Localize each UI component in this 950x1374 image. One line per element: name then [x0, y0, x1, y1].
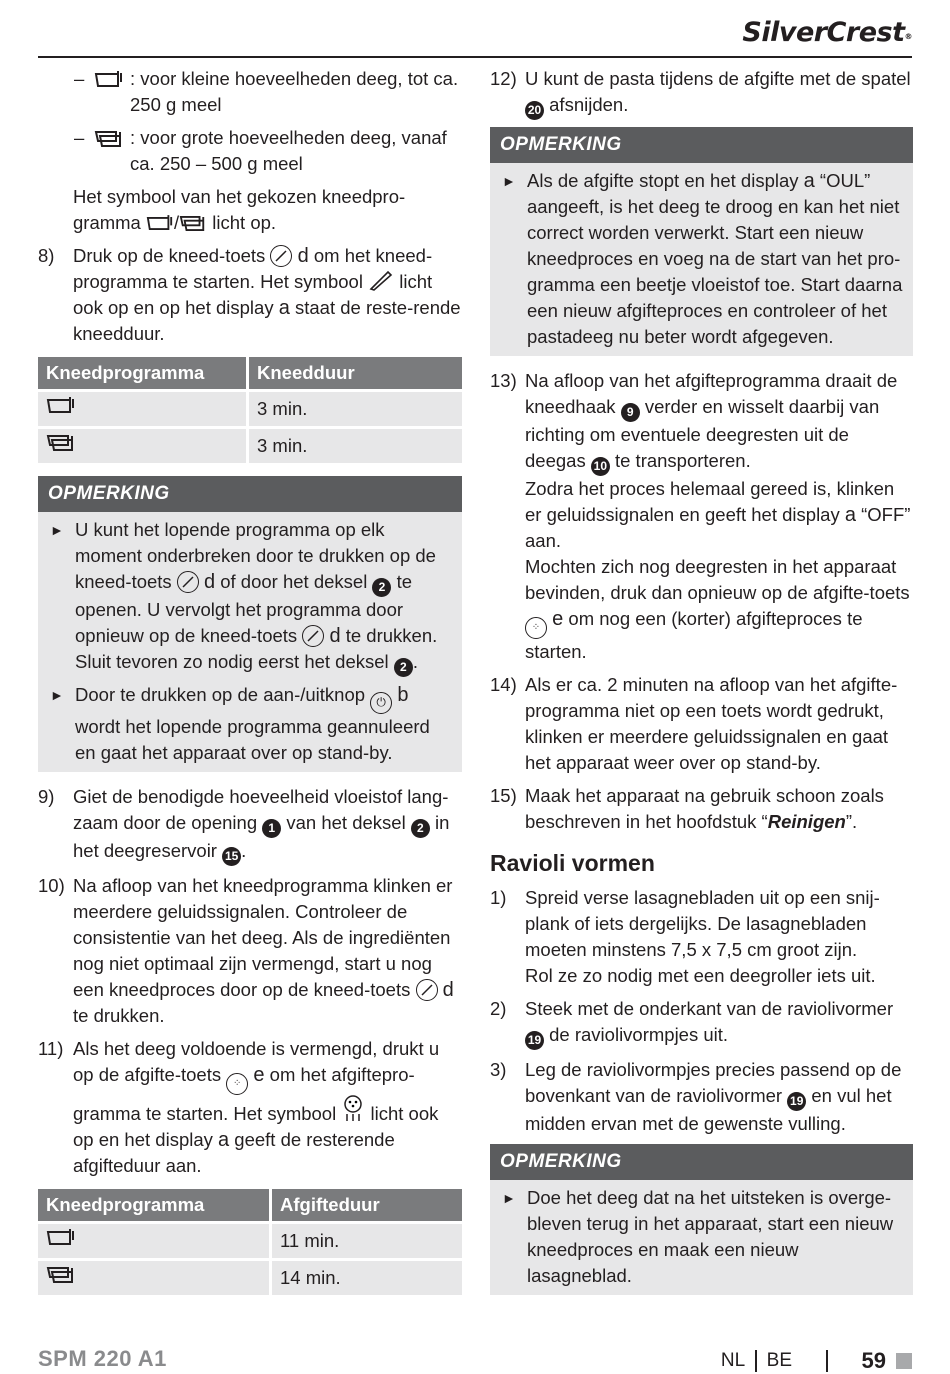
- table-row: [38, 1224, 462, 1258]
- table-header: Afgifteduur: [272, 1189, 462, 1221]
- ravioli-step-1: 1) Spreid verse lasagnebladen uit op een snij-plank of iets dergelijks. De lasagnebladen moeten minstens 7,5 x 7,5 cm groot zijn. Rol ze zo nodig met een deegroller iets uit.: [490, 887, 880, 986]
- power-button-icon: ⏻: [370, 692, 392, 714]
- table-cell: 3 min.: [249, 392, 462, 426]
- model-number: SPM 220 A1: [38, 1346, 167, 1371]
- right-column: [490, 66, 913, 1307]
- large-bowl-icon: [46, 1266, 76, 1284]
- step-12: 12) U kunt de pasta tijdens de afgifte met de spatel 20 afsnijden.: [490, 66, 913, 120]
- list-item: – : voor kleine hoeveelheden deeg, tot ca. 250 g meel: [74, 68, 459, 115]
- language-be: BE: [766, 1350, 793, 1371]
- table-cell: 11 min.: [272, 1224, 462, 1258]
- large-bowl-icon: [179, 215, 207, 232]
- knead-duration-table: [35, 354, 465, 466]
- step-15: 15) Maak het apparaat na gebruik schoon zoals beschreven in het hoofdstuk “Reinigen”.: [490, 785, 884, 832]
- language-nl: NL: [720, 1350, 746, 1371]
- step-10: 10) Na afloop van het kneedprogramma klinken er meerdere geluidssignalen. Controleer de consistentie van het deeg. Als de ingrediënten nog niet optimaal zijn vermengd, start u nog een kneedproces door op de kneed-toets d te drukken.: [38, 875, 454, 1026]
- step-13: 13) Na afloop van het afgifteprogramma draait de kneedhaak 9 verder en wisselt daarbij van richting om eventuele deegresten uit de deegas 10 te transporteren. Zodra het proces helemaal gereed is, klinken er geluidssignalen en geeft het display a “OFF” aan. Mochten zich nog deegresten in het apparaat bevinden, druk dan opnieuw op de afgifte-toets ⁘ e om nog een (korter) afgifteproces te starten.: [490, 370, 911, 662]
- small-bowl-icon: [146, 215, 174, 232]
- brand-logo: SilverCrest®: [742, 17, 912, 48]
- table-header: Kneedduur: [249, 357, 462, 389]
- note-item: ► Door te drukken op de aan-/uitknop ⏻ b wordt het lopende programma geannuleerd en gaat het apparaat over op stand-by.: [50, 684, 430, 763]
- knead-hook-icon: [368, 269, 394, 291]
- table-header: Kneedprogramma: [38, 357, 246, 389]
- list-item-text: : voor grote hoeveelheden deeg, vanaf ca. 250 – 500 g meel: [130, 127, 447, 174]
- note-item: ► U kunt het lopende programma op elk moment onderbreken door te drukken op de kneed-toets d of door het deksel 2 te openen. U vervolgt het programma door opnieuw op de kneed-toets d te drukken. Sluit tevoren zo nodig eerst het deksel 2 .: [38, 512, 462, 677]
- note-box: [38, 476, 462, 772]
- left-column: [38, 66, 462, 1308]
- note-item: ► Als de afgifte stopt en het display a “OUL” aangeeft, is het deeg te droog en kan het niet correct worden verwerkt. Start een nieuw kneedproces en voeg na de start van het pro-gramma een beetje vloeistof toe. Start daarna een nieuw afgifteproces en controleer of het pastadeeg nu beter wordt afgegeven.: [502, 170, 903, 347]
- table-header: Kneedprogramma: [38, 1189, 269, 1221]
- knead-button-icon: [270, 245, 292, 267]
- header-rule: [38, 56, 912, 58]
- ravioli-step-2: 2) Steek met de onderkant van de raviolivormer 19 de raviolivormpjes uit.: [490, 996, 913, 1050]
- page-number: 59: [861, 1348, 886, 1373]
- small-bowl-icon: [46, 397, 76, 415]
- step-9: 9) Giet de benodigde hoeveelheid vloeistof lang-zaam door de opening 1 van het deksel 2 in het deegreservoir 15 .: [38, 784, 462, 866]
- page-footer: [721, 1348, 912, 1374]
- knead-button-icon: [177, 571, 199, 593]
- large-bowl-icon: [46, 434, 76, 452]
- knead-button-icon: [302, 625, 324, 647]
- dispense-button-icon: ⁘: [226, 1073, 248, 1095]
- note-title: OPMERKING: [490, 1144, 913, 1180]
- table-row: [38, 392, 462, 426]
- knead-button-icon: [416, 979, 438, 1001]
- step-8: 8) Druk op de kneed-toets d om het kneed-programma te starten. Het symbool licht ook op en op het display a staat de reste-rende kneedduur.: [38, 245, 461, 344]
- small-bowl-icon: [94, 71, 124, 89]
- step-14: 14) Als er ca. 2 minuten na afloop van het afgifte-programma niet op een toets wordt gedrukt, klinken er meerdere geluidssignalen en gaat het apparaat weer over op stand-by.: [490, 674, 898, 773]
- dispense-button-icon: ⁘: [525, 617, 547, 639]
- note-title: OPMERKING: [490, 127, 913, 163]
- section-heading: Ravioli vormen: [490, 850, 655, 876]
- table-cell: 3 min.: [249, 429, 462, 463]
- ravioli-step-3: 3) Leg de raviolivormpjes precies passend op de bovenkant van de raviolivormer 19 en vul het midden ervan met de gewenste vulling.: [490, 1059, 902, 1134]
- list-item-text: : voor kleine hoeveelheden deeg, tot ca. 250 g meel: [130, 68, 459, 115]
- step-11: 11) Als het deeg voldoende is vermengd, drukt u op de afgifte-toets ⁘ e om het afgiftepro-gramma te starten. Het symbool licht ook op en het display a geeft de resterende afgifteduur aan.: [38, 1038, 440, 1176]
- dispense-duration-table: [35, 1186, 465, 1298]
- table-cell: 14 min.: [272, 1261, 462, 1295]
- note-box: [490, 1144, 913, 1295]
- page-marker: [896, 1353, 912, 1369]
- large-bowl-icon: [94, 130, 124, 148]
- paragraph: Het symbool van het gekozen kneedpro-gramma / licht op.: [73, 186, 406, 233]
- note-box: [490, 127, 913, 356]
- table-row: [38, 429, 462, 463]
- small-bowl-icon: [46, 1229, 76, 1247]
- list-item: – : voor grote hoeveelheden deeg, vanaf ca. 250 – 500 g meel: [74, 127, 447, 174]
- note-item: ► Doe het deeg dat na het uitsteken is overge-bleven terug in het apparaat, start een nieuw kneedproces en maak een nieuw lasagneblad.: [502, 1187, 894, 1286]
- dispense-icon: [341, 1095, 365, 1123]
- table-row: [38, 1261, 462, 1295]
- note-title: OPMERKING: [38, 476, 462, 512]
